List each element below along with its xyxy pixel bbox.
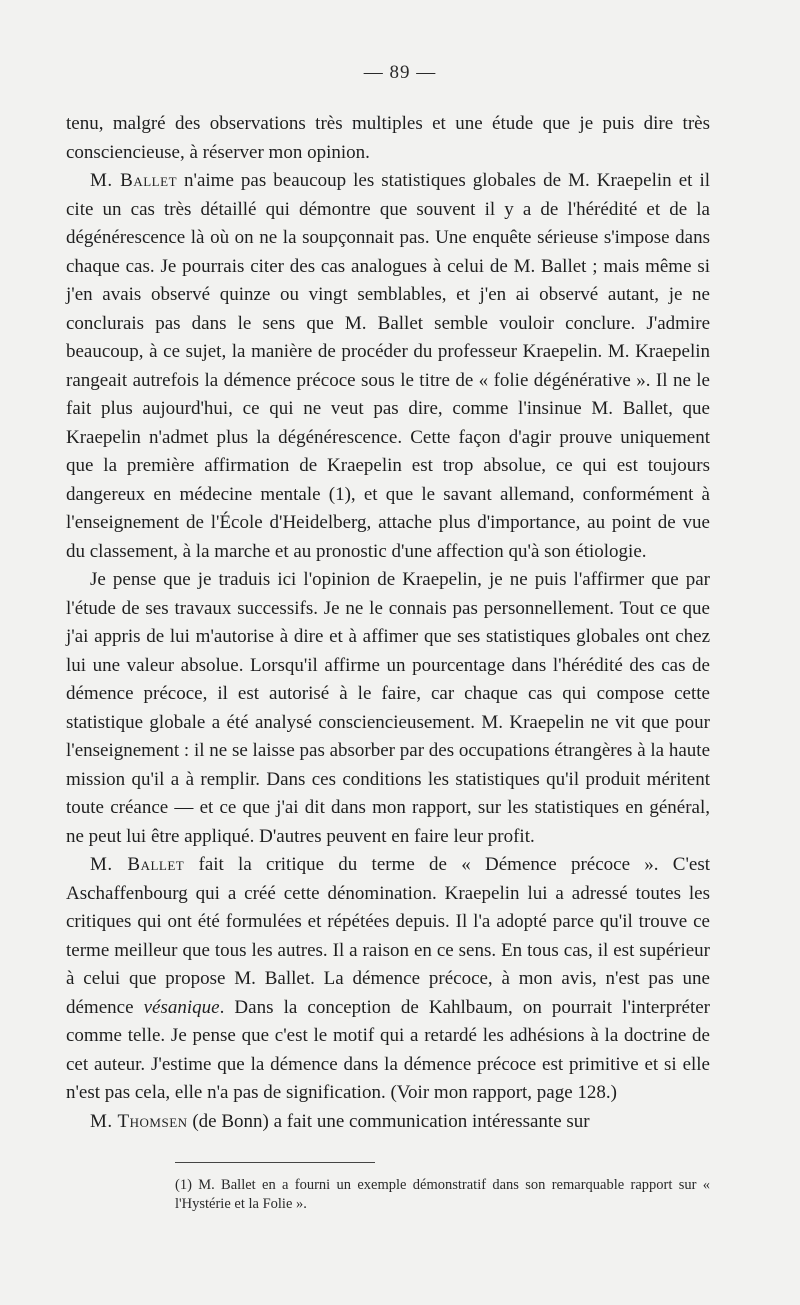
paragraph-2	[66, 167, 710, 566]
paragraph-4-text-end: . Dans la conception de Kahlbaum, on pourrait l'interpréter comme telle. Je pense que c'est le motif qui a retardé les adhésions à la doctrine de cet auteur. J'estime que la démence dans la démence précoce est primitive et si elle n'est pas cela, elle n'a pas de signification. (Voir mon rapport, page 128.)	[66, 996, 710, 1103]
speaker-name: M. Thomsen	[90, 1110, 188, 1132]
paragraph-3: Je pense que je traduis ici l'opinion de Kraepelin, je ne puis l'affirmer que par l'étude de ses travaux successifs. Je ne le connais pas personnellement. Tout ce que j'ai appris de lui m'autorise à dire et à affimer que ses statistiques globales ont chez lui une valeur absolue. Lorsqu'il affirme un pourcentage dans l'hérédité des cas de démence précoce, il est autorisé à le faire, car chaque cas qui compose cette statistique globale a été analysé consciencieusement. M. Kraepelin ne vit que pour l'enseignement : il ne se laisse pas absorber par des occupations étrangères à la haute mission qu'il a à remplir. Dans ces conditions les statistiques qu'il produit méritent toute créance — et ce que j'ai dit dans mon rapport, sur les statistiques en général, ne peut lui être appliqué. D'autres peuvent en faire leur profit.	[66, 569, 710, 847]
speaker-name: M. Ballet	[90, 170, 178, 191]
paragraph-4-text: fait la critique du terme de « Démence précoce ». C'est Aschaffenbourg qui a créé cette dénomination. Kraepelin lui a adressé toutes les critiques qui ont été formulées et répétées depuis. Il l'a adopté parce qu'il trouve ce terme meilleur que tous les autres. Il a raison en ce sens. En tous cas, il est supérieur à celui que propose M. Ballet. La démence précoce, à mon avis, n'est pas une démence	[66, 854, 711, 1018]
paragraph-2-text: n'aime pas beaucoup les statistiques globales de M. Kraepelin et il cite un cas très détaillé qui démontre que souvent il y a de l'hérédité et de la dégénérescence là où on ne la soupçonnait pas. Une enquête sérieuse s'impose dans chaque cas. Je pourrais citer des cas analogues à celui de M. Ballet ; mais même si j'en avais observé quinze ou vingt semblables, et j'en ai observé autant, je ne conclurais pas dans le sens que M. Ballet semble vouloir conclure. J'admire beaucoup, à ce sujet, la manière de procéder du professeur Kraepelin. M. Kraepelin rangeait autrefois la démence précoce sous le titre de « folie dégénérative ». Il ne le fait plus aujourd'hui, ce qui ne veut pas dire, comme l'insinue M. Ballet, que Kraepelin n'admet plus la dégénérescence. Cette façon d'agir prouve uniquement que la première affirmation de Kraepelin est trop absolue, ce qui est toujours dangereux en médecine mentale (1), et que le savant allemand, conformément à l'enseignement de l'École d'Heidelberg, attache plus d'importance, au point de vue du classement, à la marche et au pronostic d'une affection qu'à son étiologie.	[66, 170, 711, 562]
paragraph-5	[66, 1108, 710, 1137]
body-text	[66, 110, 710, 1136]
page-number: — 89 —	[363, 62, 437, 83]
footnote-rule	[175, 1162, 375, 1163]
paragraph-4	[66, 851, 710, 1108]
paragraph-5-text: (de Bonn) a fait une communication intéressante sur	[187, 1110, 590, 1132]
speaker-name: M. Ballet	[90, 854, 185, 875]
paragraph-1: tenu, malgré des observations très multiples et une étude que je puis dire très consciencieuse, à réserver mon opinion.	[66, 113, 710, 163]
footnote: (1) M. Ballet en a fourni un exemple démonstratif dans son remarquable rapport sur « l'Hystérie et la Folie ».	[175, 1177, 710, 1212]
italic-term: vésanique	[143, 996, 220, 1018]
